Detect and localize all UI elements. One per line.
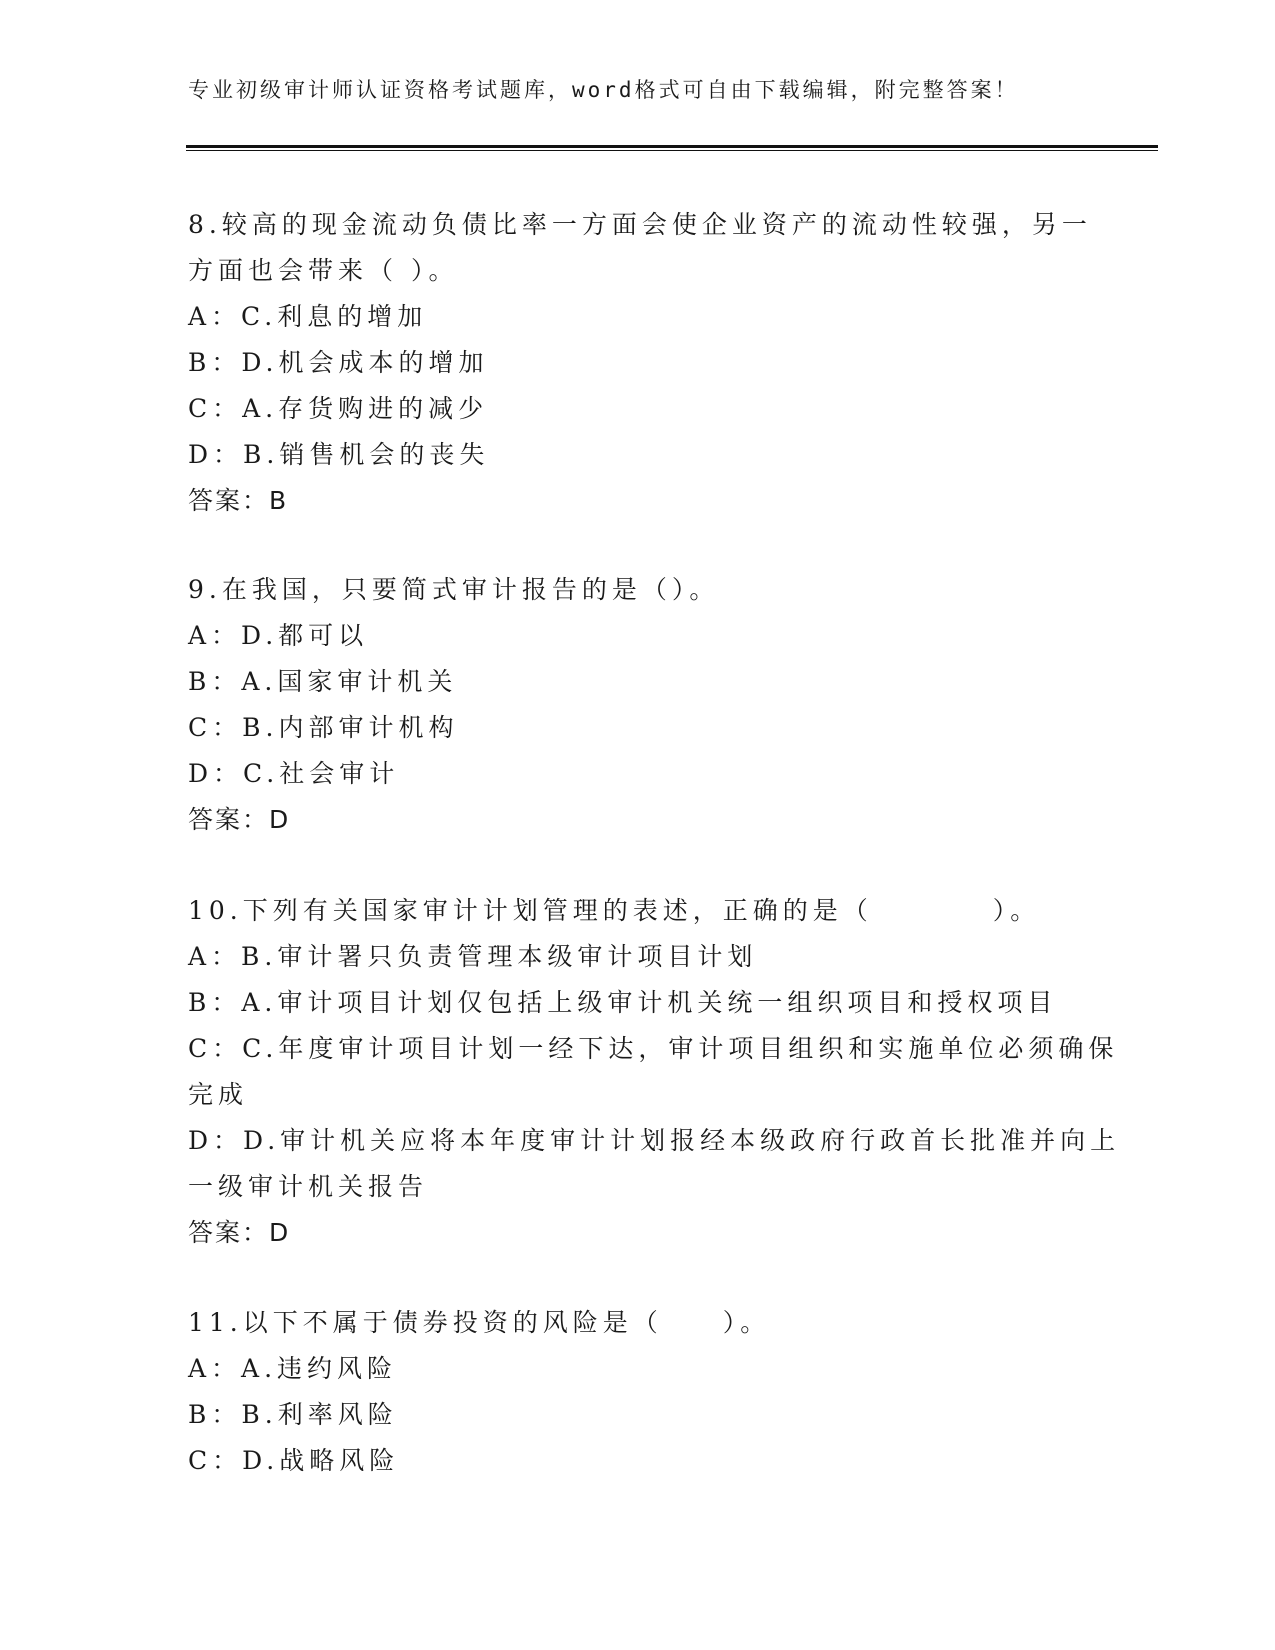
option-c: C：C.年度审计项目计划一经下达，审计项目组织和实施单位必须确保 (188, 1034, 1119, 1063)
document-header: 专业初级审计师认证资格考试题库，word格式可自由下载编辑，附完整答案！ (188, 78, 1019, 102)
header-divider-thick (186, 145, 1158, 148)
question-stem-line: 11.以下不属于债券投资的风险是（ ）。 (188, 1308, 771, 1337)
header-divider-thin (186, 150, 1158, 151)
option-b: B：D.机会成本的增加 (188, 348, 489, 377)
option-d: D：D.审计机关应将本年度审计计划报经本级政府行政首长批准并向上 (188, 1126, 1121, 1155)
option-d: D：C.社会审计 (188, 759, 400, 788)
question-stem-line: 方面也会带来（ ）。 (188, 256, 459, 285)
option-c-continuation: 完成 (188, 1080, 249, 1109)
option-b: B：A.国家审计机关 (188, 667, 458, 696)
question-9 (188, 567, 1088, 843)
answer-line: 答案：D (188, 805, 291, 834)
option-a: A：A.违约风险 (188, 1354, 398, 1383)
option-a: A：D.都可以 (188, 621, 369, 650)
answer-line: 答案：D (188, 1218, 291, 1247)
answer-line: 答案：B (188, 486, 289, 515)
option-c: C：D.战略风险 (188, 1446, 400, 1475)
option-b: B：B.利率风险 (188, 1400, 398, 1429)
question-stem-line: 9.在我国，只要简式审计报告的是（）。 (188, 575, 720, 604)
option-a: A：C.利息的增加 (188, 302, 428, 331)
question-stem-line: 10.下列有关国家审计计划管理的表述，正确的是（ ）。 (188, 896, 1041, 925)
option-d-continuation: 一级审计机关报告 (188, 1172, 429, 1201)
option-a: A：B.审计署只负责管理本级审计项目计划 (188, 942, 758, 971)
option-c: C：B.内部审计机构 (188, 713, 459, 742)
option-d: D：B.销售机会的丧失 (188, 440, 490, 469)
question-8 (188, 202, 1092, 524)
option-b: B：A.审计项目计划仅包括上级审计机关统一组织项目和授权项目 (188, 988, 1058, 1017)
option-c: C：A.存货购进的减少 (188, 394, 489, 423)
question-10 (188, 888, 1121, 1256)
question-11 (188, 1300, 1088, 1484)
question-stem-line: 8.较高的现金流动负债比率一方面会使企业资产的流动性较强，另一 (188, 210, 1092, 239)
